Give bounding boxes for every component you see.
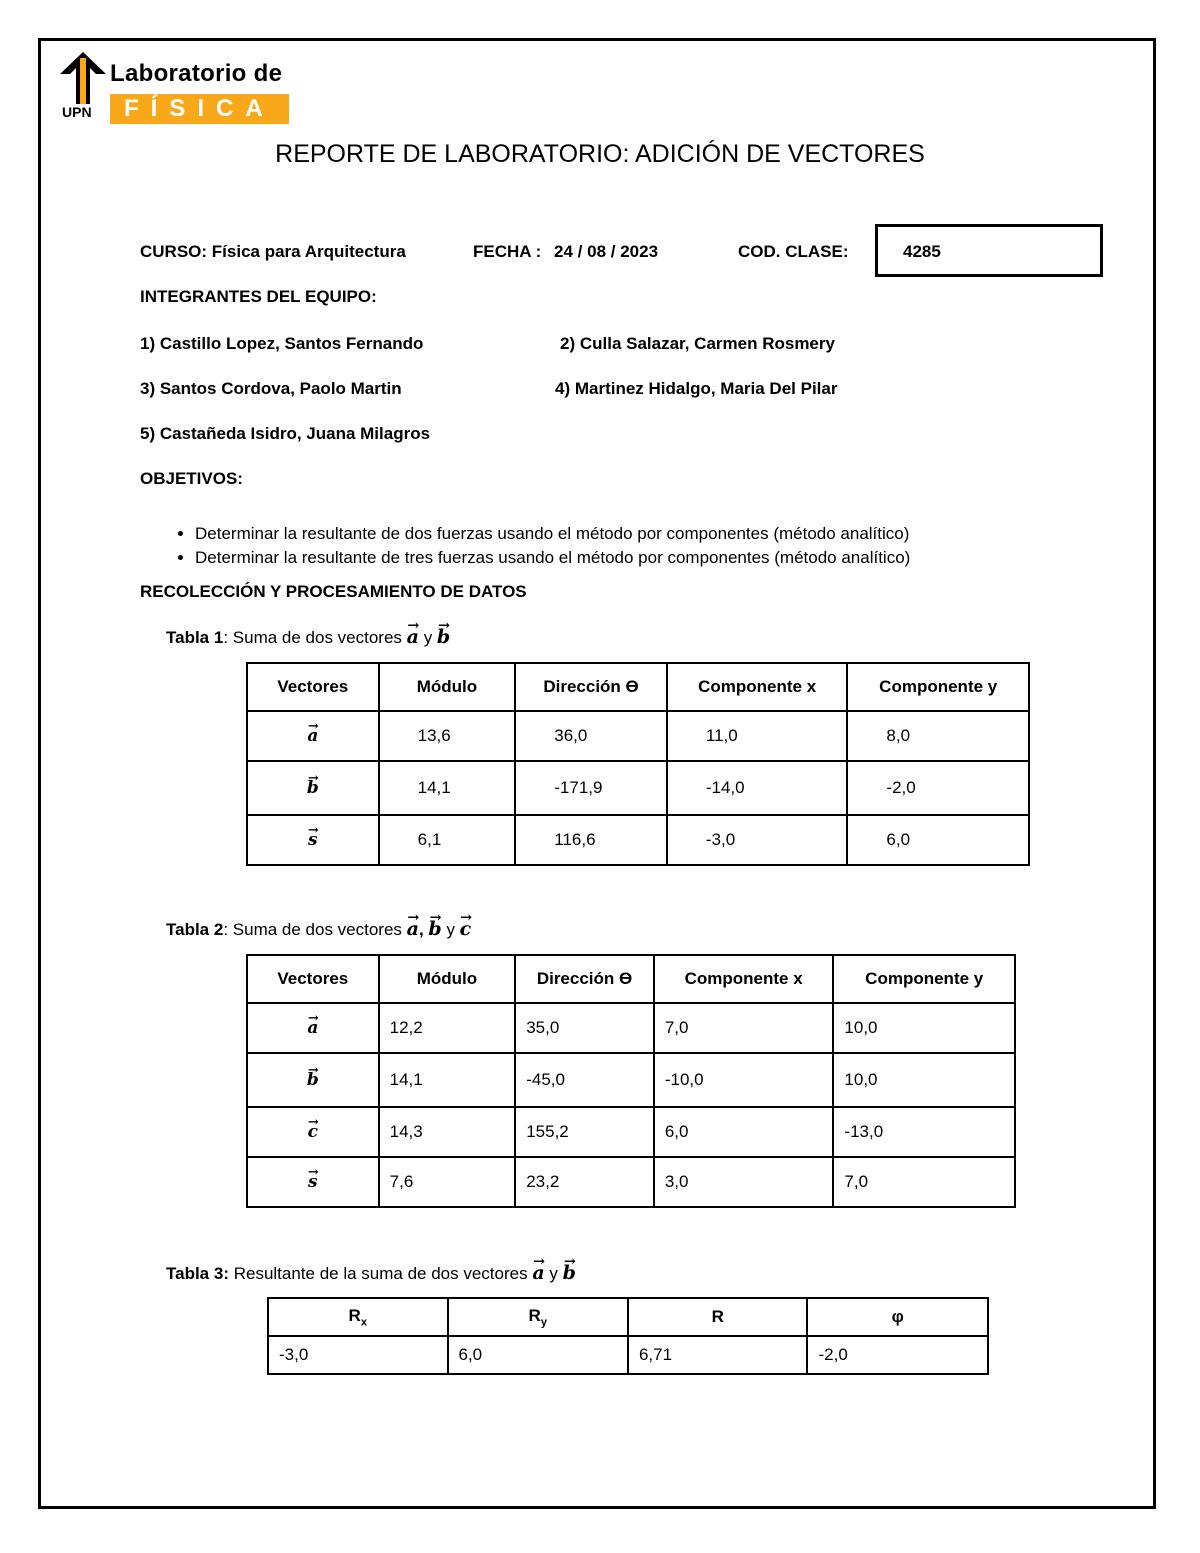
table3-caption xyxy=(166,1262,576,1284)
rx-cell: -3,0 xyxy=(268,1336,448,1374)
objective-item: • Determinar la resultante de tres fuerzas usando el método por componentes (método analítico) xyxy=(195,546,910,570)
table-header: Componente y xyxy=(847,663,1029,711)
table2 xyxy=(246,954,1016,1208)
table-header-row xyxy=(268,1298,988,1336)
cy-cell: -13,0 xyxy=(833,1107,1015,1157)
table-header: Dirección ϴ xyxy=(515,955,654,1003)
team-member: 1) Castillo Lopez, Santos Fernando xyxy=(140,334,424,353)
page-title: REPORTE DE LABORATORIO: ADICIÓN DE VECTORES xyxy=(275,140,925,168)
cx-cell: 7,0 xyxy=(654,1003,834,1053)
team-member: 5) Castañeda Isidro, Juana Milagros xyxy=(140,424,431,443)
vector-symbol: → c xyxy=(308,1122,318,1142)
caption-and: y xyxy=(418,628,437,647)
header-main: φ xyxy=(891,1307,904,1326)
logo-line2: FÍSICA xyxy=(110,94,289,124)
direccion-cell: -171,9 xyxy=(515,761,667,815)
table-header: Componente x xyxy=(667,663,848,711)
fecha-label: FECHA : xyxy=(473,242,542,261)
r-cell: 6,71 xyxy=(628,1336,808,1374)
logo-badge: UPN xyxy=(62,104,92,120)
phi-cell: -2,0 xyxy=(807,1336,988,1374)
header-main: R xyxy=(348,1305,361,1325)
team-member: 2) Culla Salazar, Carmen Rosmery xyxy=(560,334,835,353)
vector-symbol: → s xyxy=(308,1172,318,1192)
vector-cell xyxy=(247,815,379,865)
table-row xyxy=(247,1003,1015,1053)
caption-and: y xyxy=(544,1264,563,1283)
table-header: Vectores xyxy=(247,663,379,711)
ry-cell: 6,0 xyxy=(448,1336,628,1374)
vector-a-symbol: → a xyxy=(532,1262,544,1284)
vector-cell xyxy=(247,1157,379,1207)
table-row xyxy=(247,815,1029,865)
objectives-list xyxy=(140,522,910,570)
vector-symbol: → a xyxy=(307,726,318,746)
logo-line1: Laboratorio de xyxy=(110,60,283,87)
table-row xyxy=(247,1107,1015,1157)
modulo-cell: 14,3 xyxy=(379,1107,516,1157)
header-main: R xyxy=(528,1305,541,1325)
modulo-cell: 13,6 xyxy=(379,711,516,761)
cx-cell: -3,0 xyxy=(667,815,848,865)
modulo-cell: 12,2 xyxy=(379,1003,516,1053)
vector-cell xyxy=(247,1107,379,1157)
table1-label: Tabla 1 xyxy=(166,628,224,647)
table3-caption-text: Resultante de la suma de dos vectores xyxy=(228,1264,533,1283)
table2-label: Tabla 2 xyxy=(166,920,224,939)
caption-comma: , xyxy=(418,920,429,939)
vector-c-symbol: → c xyxy=(460,918,472,940)
team-member: 3) Santos Cordova, Paolo Martin xyxy=(140,379,402,398)
cx-cell: 3,0 xyxy=(654,1157,834,1207)
table-row xyxy=(247,1157,1015,1207)
vector-b-symbol: → b xyxy=(437,626,450,648)
vector-cell xyxy=(247,1053,379,1107)
vector-a-symbol: → a xyxy=(407,918,419,940)
table-header-row xyxy=(247,955,1015,1003)
cy-cell: 10,0 xyxy=(833,1053,1015,1107)
cy-cell: 8,0 xyxy=(847,711,1029,761)
team-heading: INTEGRANTES DEL EQUIPO: xyxy=(140,287,377,306)
modulo-cell: 14,1 xyxy=(379,761,516,815)
vector-cell xyxy=(247,1003,379,1053)
vector-b-symbol: → b xyxy=(563,1262,576,1284)
header-sub: y xyxy=(540,1316,547,1329)
table1 xyxy=(246,662,1030,866)
cy-cell: 7,0 xyxy=(833,1157,1015,1207)
team-member: 4) Martinez Hidalgo, Maria Del Pilar xyxy=(555,379,838,398)
table-row xyxy=(247,1053,1015,1107)
table-header: Módulo xyxy=(379,955,516,1003)
ry-header xyxy=(448,1298,628,1336)
vector-a-symbol: → a xyxy=(407,626,419,648)
cy-cell: 10,0 xyxy=(833,1003,1015,1053)
vector-symbol: → b xyxy=(307,1070,319,1090)
cod-value: 4285 xyxy=(903,242,941,261)
table-header: Componente y xyxy=(833,955,1015,1003)
cx-cell: -10,0 xyxy=(654,1053,834,1107)
table2-caption-text: : Suma de dos vectores xyxy=(223,920,407,939)
vector-b-symbol: → b xyxy=(428,918,441,940)
direccion-cell: 155,2 xyxy=(515,1107,654,1157)
upward-arrow-icon xyxy=(58,52,108,104)
direccion-cell: 35,0 xyxy=(515,1003,654,1053)
table-header: Componente x xyxy=(654,955,834,1003)
direccion-cell: 116,6 xyxy=(515,815,667,865)
direccion-cell: -45,0 xyxy=(515,1053,654,1107)
table3 xyxy=(267,1297,989,1375)
data-heading: RECOLECCIÓN Y PROCESAMIENTO DE DATOS xyxy=(140,582,527,601)
table-header: Dirección ϴ xyxy=(515,663,667,711)
curso-value: Física para Arquitectura xyxy=(211,242,406,261)
curso-field xyxy=(140,242,406,262)
direccion-cell: 36,0 xyxy=(515,711,667,761)
cx-cell: 6,0 xyxy=(654,1107,834,1157)
vector-symbol: → s xyxy=(308,830,318,850)
direccion-cell: 23,2 xyxy=(515,1157,654,1207)
table-row xyxy=(247,761,1029,815)
table-row xyxy=(268,1336,988,1374)
cx-cell: -14,0 xyxy=(667,761,848,815)
caption-and: y xyxy=(441,920,460,939)
objectives-heading: OBJETIVOS: xyxy=(140,469,243,488)
cod-label: COD. CLASE: xyxy=(738,242,849,261)
table-header-row xyxy=(247,663,1029,711)
table2-caption xyxy=(166,918,471,940)
header-main: R xyxy=(711,1307,724,1326)
rx-header xyxy=(268,1298,448,1336)
table-row xyxy=(247,711,1029,761)
curso-label: CURSO: xyxy=(140,242,208,261)
cx-cell: 11,0 xyxy=(667,711,848,761)
r-header xyxy=(628,1298,808,1336)
header-sub: x xyxy=(360,1316,367,1329)
modulo-cell: 14,1 xyxy=(379,1053,516,1107)
vector-cell xyxy=(247,711,379,761)
vector-symbol: → b xyxy=(307,778,319,798)
fecha-value: 24 / 08 / 2023 xyxy=(554,242,659,261)
cy-cell: -2,0 xyxy=(847,761,1029,815)
modulo-cell: 6,1 xyxy=(379,815,516,865)
objective-item: • Determinar la resultante de dos fuerzas usando el método por componentes (método analítico) xyxy=(195,522,910,546)
vector-symbol: → a xyxy=(307,1018,318,1038)
table-header: Vectores xyxy=(247,955,379,1003)
phi-header xyxy=(807,1298,988,1336)
vector-cell xyxy=(247,761,379,815)
table1-caption-text: : Suma de dos vectores xyxy=(223,628,407,647)
table1-caption xyxy=(166,626,450,648)
cy-cell: 6,0 xyxy=(847,815,1029,865)
table3-label: Tabla 3: xyxy=(166,1264,229,1283)
table-header: Módulo xyxy=(379,663,516,711)
modulo-cell: 7,6 xyxy=(379,1157,516,1207)
fecha-field xyxy=(473,242,658,262)
